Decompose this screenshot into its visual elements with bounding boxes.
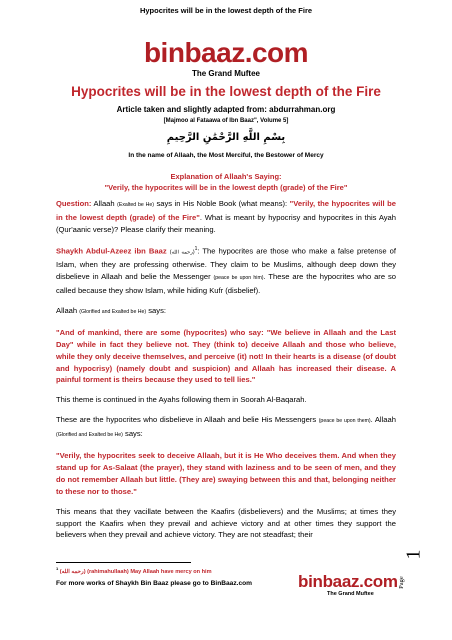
question-label: Question: <box>56 199 92 208</box>
basmala-arabic: بِسْمِ اللَّهِ الرَّحْمَٰنِ الرَّحِيمِ <box>166 132 286 143</box>
quoted-verse-block: "Verily, the hypocrites seek to deceive Allaah, but it is He Who deceives them. And when they stand up for As-Salaat (the prayer), they stand with laziness and to be seen of men, and they do not remember Allaah but little. (They are) swaying between this and that, belonging neither to these nor to those." <box>56 451 396 496</box>
basmala-translation: In the name of Allaah, the Most Merciful, the Bestower of Mercy <box>128 152 324 159</box>
footnote-marker: 1 <box>194 245 198 252</box>
paragraph: This theme is continued in the Ayahs following them in Soorah Al-Baqarah. <box>56 395 307 405</box>
question-paragraph: Question: Allaah (Exalted be He) says in His Noble Book (what means): "Verily, the hypocrites will be in the lowest depth (grade) of the Fire". What is meant by hypocrisy and hypocrites in this Ayah (Qur'aanic verse)? Please clarify their meaning. <box>56 199 397 234</box>
section-heading: Explanation of Allaah's Saying: <box>170 172 282 181</box>
paragraph: These are the hypocrites who disbelieve in Allaah and belie His Messengers (peace be upon them). Allaah (Glorified and Exalted be He) says: <box>56 415 396 439</box>
page-number-value: 1 <box>402 549 425 560</box>
page-label: Page <box>397 576 405 589</box>
answer-paragraph: Shaykh Abdul-Azeez ibn Baaz (رحمه الله)$^1$: The hypocrites are those who make a false pretense of Islam, when they are professing otherwise. They claim to be Muslims, although deep down they disbelieve in Allaah and belie the Messenger (peace be upon him). These are the hypocrites who are so called because they show Islam, while hiding Kufr (disbelief). <box>56 245 396 295</box>
section-subheading: "Verily, the hypocrites will be in the lowest depth (grade) of the Fire" <box>104 183 348 192</box>
footnote-divider <box>56 562 191 563</box>
site-logo[interactable]: binbaaz.com <box>143 37 309 68</box>
article-body <box>56 198 396 549</box>
paragraph: This means that they vacillate between the Kaafirs (disbelievers) and the Muslims; at times they support the Kaafirs when they prevail and achieve victory and at other times they support the believers when they prevail and achieve victory. They are not steadfast; their <box>56 506 396 540</box>
paragraph: Allaah (Glorified and Exalted be He) says: <box>56 305 166 315</box>
page-number <box>397 535 433 615</box>
reference-line: [Majmoo al Fataawa of Ibn Baaz", Volume 5] <box>163 118 289 124</box>
logo-subtitle: The Grand Muftee <box>191 69 260 78</box>
page-title: Hypocrites will be in the lowest depth of the Fire <box>71 84 381 99</box>
quoted-verse: "Verily, the hypocrites will be in the lowest depth (grade) of the Fire" <box>56 199 396 222</box>
footer-logo[interactable]: binbaaz.com <box>298 572 398 591</box>
footer-logo-subtitle: The Grand Muftee <box>327 591 374 597</box>
running-header: Hypocrites will be in the lowest depth of the Fire <box>139 6 313 15</box>
footnote: $^1$ (رحمه الله) (rahimahullaah) May Allaah have mercy on him <box>56 566 212 575</box>
quoted-verse-block: "And of mankind, there are some (hypocrites) who say: "We believe in Allaah and the Last Day" while in fact they believe not. They (think to) deceive Allaah and those who believe, while they only deceive themselves, and perceive (it) not! In their hearts is a disease (of doubt and hypocrisy) (namely doubt and suspicion) and Allaah has increased their disease. A painful torment is theirs because they used to tell lies." <box>56 327 396 385</box>
footer-link-text[interactable]: For more works of Shaykh Bin Baaz please go to BinBaaz.com <box>56 580 253 587</box>
source-line: Article taken and slightly adapted from: abdurrahman.org <box>116 105 336 114</box>
scholar-name: Shaykh Abdul-Azeez ibn Baaz <box>56 246 167 256</box>
